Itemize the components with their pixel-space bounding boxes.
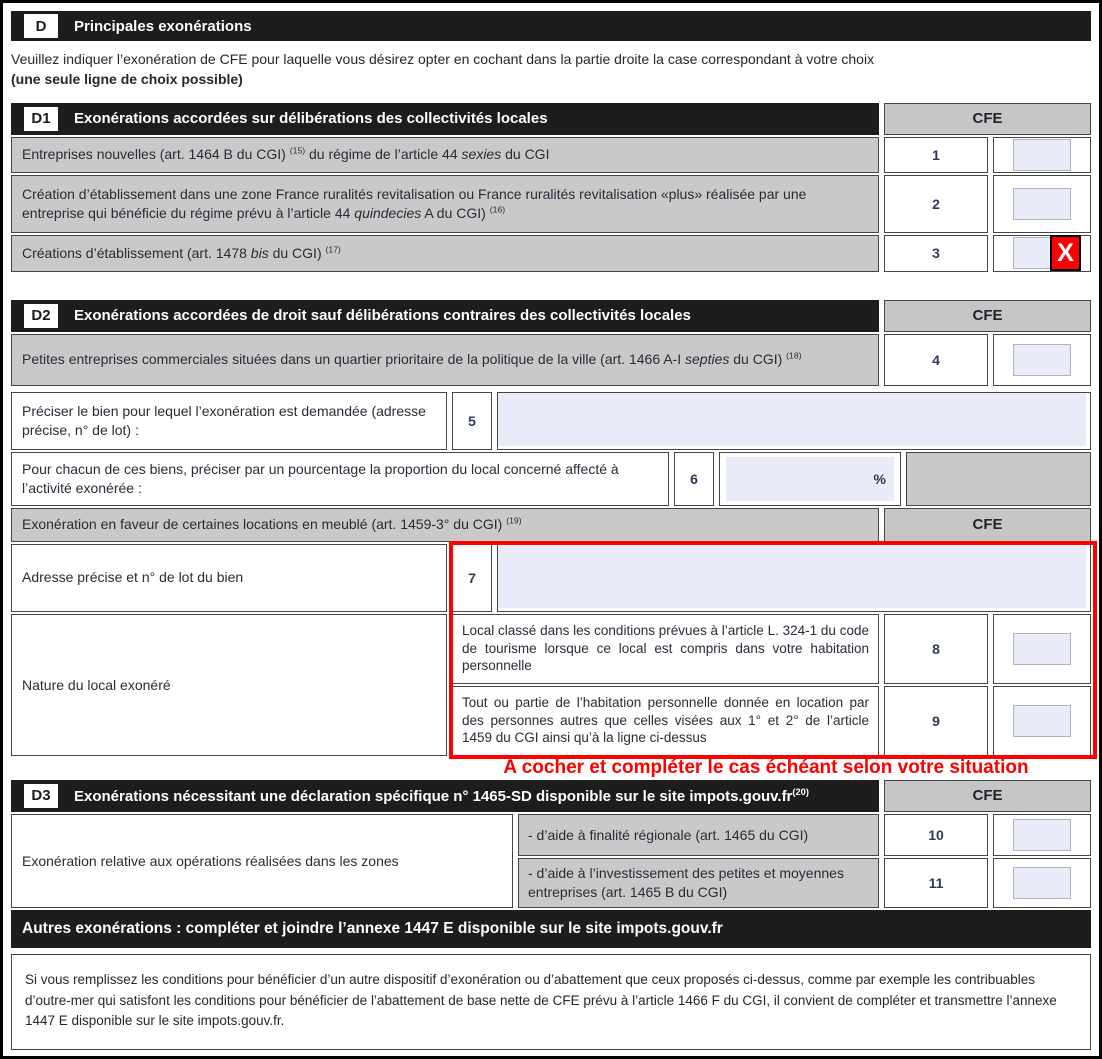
d1-row-2	[11, 175, 1091, 233]
row-9-checkbox[interactable]	[1013, 705, 1071, 737]
d3-left-label-text: Exonération relative aux opérations réalisées dans les zones	[22, 852, 399, 869]
row-2-checkbox[interactable]	[1013, 188, 1071, 220]
meuble-label	[11, 508, 879, 542]
section-code-badge: D	[24, 14, 58, 38]
d1-row-1	[11, 137, 1091, 173]
intro-paragraph	[11, 49, 1091, 90]
row-3-checked-x-mark: X	[1050, 235, 1081, 271]
d3-row-11	[518, 858, 1091, 908]
row-1-label	[11, 137, 879, 173]
row-6-text: Pour chacun de ces biens, préciser par un pourcentage la proportion du local concerné affecté à l’activité exonérée :	[22, 461, 619, 496]
section-title: Principales exonérations	[74, 17, 252, 35]
d2-cfe-column-header: CFE	[884, 300, 1091, 332]
intro-line-1: Veuillez indiquer l’exonération de CFE pour laquelle vous désirez opter en cochant dans la partie droite la case correspondant à votre choix	[11, 51, 875, 67]
d3-rows	[518, 814, 1091, 908]
row-4-checkbox-cell[interactable]	[993, 334, 1091, 386]
row-4-label	[11, 334, 879, 386]
d2-row-4	[11, 334, 1091, 386]
row-7-number: 7	[452, 544, 492, 612]
row-7-label	[11, 544, 447, 612]
address-input[interactable]	[498, 545, 1086, 608]
d3-code-badge: D3	[24, 784, 58, 808]
row-8-checkbox-cell[interactable]	[993, 614, 1091, 684]
row-11-number: 11	[884, 858, 988, 908]
footer-note	[11, 954, 1091, 1050]
row-5-text: Préciser le bien pour lequel l’exonération est demandée (adresse précise, n° de lot) :	[22, 403, 426, 438]
section-d-header	[11, 11, 1091, 41]
row-4-text: Petites entreprises commerciales situées dans un quartier prioritaire de la politique de la ville (art. 1466 A-I septies du CGI) $^{(18)}$	[22, 350, 802, 368]
d3-title: Exonérations nécessitant une déclaration spécifique n° 1465-SD disponible sur le site $impots.gouv.fr^{(20)}$	[74, 786, 809, 805]
row-10-text: - d’aide à finalité régionale (art. 1465 du CGI)	[528, 826, 809, 843]
d3-header-band	[11, 780, 879, 812]
row-5-field-cell	[497, 392, 1091, 450]
d1-header-band	[11, 103, 879, 135]
meuble-header-row	[11, 508, 1091, 542]
row-2-label	[11, 175, 879, 233]
nature-rows	[452, 614, 1091, 756]
row-9-text: Tout ou partie de l’habitation personnelle donnée en location par des personnes autres que celles visées aux 1° et 2° de l’article 1459 du CGI ainsi qu’à la ligne ci-dessus	[462, 695, 869, 746]
d2-header-band	[11, 300, 879, 332]
row-10-number: 10	[884, 814, 988, 856]
d2-row-9	[452, 686, 1091, 756]
nature-label-cell	[11, 614, 447, 756]
row-4-checkbox[interactable]	[1013, 344, 1071, 376]
d1-title: Exonérations accordées sur délibérations des collectivités locales	[74, 110, 548, 128]
d3-left-label-cell	[11, 814, 513, 908]
row-11-checkbox-cell[interactable]	[993, 858, 1091, 908]
intro-line-2: (une seule ligne de choix possible)	[11, 71, 243, 88]
nature-du-local-group	[11, 614, 1091, 756]
row-9-checkbox-cell[interactable]	[993, 686, 1091, 756]
d1-cfe-column-header: CFE	[884, 103, 1091, 135]
row-3-checkbox-cell[interactable]	[993, 235, 1091, 272]
d1-row-3	[11, 235, 1091, 272]
row-7-text: Adresse précise et n° de lot du bien	[22, 569, 244, 586]
row-3-text: Créations d’établissement (art. 1478 bis du CGI) $^{(17)}$	[22, 244, 341, 261]
d2-row-5	[11, 392, 1091, 450]
row-8-label	[452, 614, 879, 684]
row-5-label	[11, 392, 447, 450]
percent-sign: %	[873, 470, 886, 487]
row-2-text: Création d’établissement dans une zone France ruralités revitalisation ou France ruralités revitalisation «plus» réalisée par une entreprise qui bénéficie du régime prévu à l’article 44 quindecies A du CGI) $^{(16)}$	[22, 186, 807, 221]
d2-title: Exonérations accordées de droit sauf délibérations contraires des collectivités locales	[74, 307, 691, 325]
d2-row-6	[11, 452, 1091, 506]
row-3-number: 3	[884, 235, 988, 272]
d2-header-row	[11, 300, 1091, 332]
d2-code-badge: D2	[24, 304, 58, 328]
row-1-checkbox-cell[interactable]	[993, 137, 1091, 173]
row-11-text: - d’aide à l’investissement des petites et moyennes entreprises (art. 1465 B du CGI)	[528, 865, 844, 900]
row-3-label	[11, 235, 879, 272]
d1-code-badge: D1	[24, 107, 58, 131]
d3-header-row	[11, 780, 1091, 812]
row-10-checkbox-cell[interactable]	[993, 814, 1091, 856]
row-11-label	[518, 858, 879, 908]
row-6-number: 6	[674, 452, 714, 506]
d3-zones-group	[11, 814, 1091, 908]
nature-label-text: Nature du local exonéré	[22, 676, 171, 693]
row-1-checkbox[interactable]	[1013, 139, 1071, 171]
d2-row-7	[11, 544, 1091, 612]
row-5-number: 5	[452, 392, 492, 450]
row-9-label	[452, 686, 879, 756]
meuble-cfe-column-header: CFE	[884, 508, 1091, 542]
row-7-field-cell	[497, 544, 1091, 612]
row-6-field-cell	[719, 452, 901, 506]
row-8-checkbox[interactable]	[1013, 633, 1071, 665]
autres-exonerations-band: Autres exonérations : compléter et joindre l’annexe 1447 E disponible sur le site impots.gouv.fr	[11, 910, 1091, 948]
row-6-label	[11, 452, 669, 506]
row-4-number: 4	[884, 334, 988, 386]
property-description-input[interactable]	[498, 393, 1086, 446]
annotation-text: A cocher et compléter le cas échéant selon votre situation	[503, 756, 1029, 778]
row-9-number: 9	[884, 686, 988, 756]
row-2-number: 2	[884, 175, 988, 233]
d3-cfe-column-header: CFE	[884, 780, 1091, 812]
row-6-gray-filler	[906, 452, 1091, 506]
d2-row-8	[452, 614, 1091, 684]
row-10-checkbox[interactable]	[1013, 819, 1071, 851]
row-10-label	[518, 814, 879, 856]
meuble-text: Exonération en faveur de certaines locations en meublé (art. 1459-3° du CGI) $^{(19)}$	[22, 515, 522, 533]
row-8-number: 8	[884, 614, 988, 684]
d1-header-row	[11, 103, 1091, 135]
row-1-number: 1	[884, 137, 988, 173]
percentage-input[interactable]	[726, 457, 894, 501]
row-8-text: Local classé dans les conditions prévues à l’article L. 324-1 du code de tourisme lorsque ce local est compris dans votre habitation personnelle	[462, 623, 869, 674]
row-2-checkbox-cell[interactable]	[993, 175, 1091, 233]
row-1-text: Entreprises nouvelles (art. 1464 B du CGI) $^{(15)}$ du régime de l’article 44 sexies du CGI	[22, 145, 550, 163]
d3-row-10	[518, 814, 1091, 856]
row-11-checkbox[interactable]	[1013, 867, 1071, 899]
footer-note-text: Si vous remplissez les conditions pour bénéficier d’un autre dispositif d’exonération ou d’abattement que ceux proposés ci-dessus, comme par exemple les contribuables d’outre-mer qui satisfont les conditions pour bénéficier de l’abattement de base nette de CFE prévu à l’article 1466 F du CGI, il convient de compléter et transmettre l’annexe 1447 E disponible sur le site impots.gouv.fr.	[25, 971, 1057, 1029]
